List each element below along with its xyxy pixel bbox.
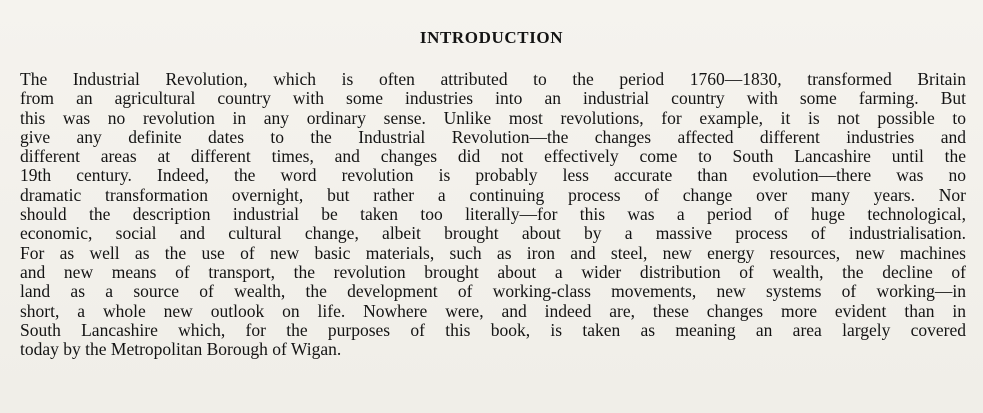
text-line: should the description industrial be taken too literally—for this was a period of huge technological, [20,205,966,225]
body-paragraph [20,70,966,359]
text-line: this was no revolution in any ordinary sense. Unlike most revolutions, for example, it is not possible to [20,108,966,128]
text-line: The Industrial Revolution, which is often attributed to the period 1760—1830, transformed Britain [20,70,966,89]
document-heading: INTRODUCTION [419,28,564,47]
text-line: 19th century. Indeed, the word revolution is probably less accurate than evolution—there was no [20,166,966,186]
text-line: and new means of transport, the revolution brought about a wider distribution of wealth, the decline of [20,262,966,282]
text-line: different areas at different times, and changes did not effectively come to South Lancashire until the [20,147,966,167]
text-line: For as well as the use of new basic materials, such as iron and steel, new energy resources, new machines [20,243,966,263]
text-line: give any definite dates to the Industrial Revolution—the changes affected different industries and [20,127,966,147]
text-line: economic, social and cultural change, albeit brought about by a massive process of industrialisation. [20,224,966,244]
text-line: dramatic transformation overnight, but rather a continuing process of change over many years. Nor [20,185,966,205]
text-line: short, a whole new outlook on life. Nowhere were, and indeed are, these changes more evident than in [20,301,966,321]
text-line: today by the Metropolitan Borough of Wigan. [20,340,342,360]
text-line: land as a source of wealth, the development of working-class movements, new systems of working—in [20,282,966,302]
text-line: South Lancashire which, for the purposes of this book, is taken as meaning an area largely covered [20,320,966,340]
text-line: from an agricultural country with some industries into an industrial country with some farming. But [20,89,966,109]
